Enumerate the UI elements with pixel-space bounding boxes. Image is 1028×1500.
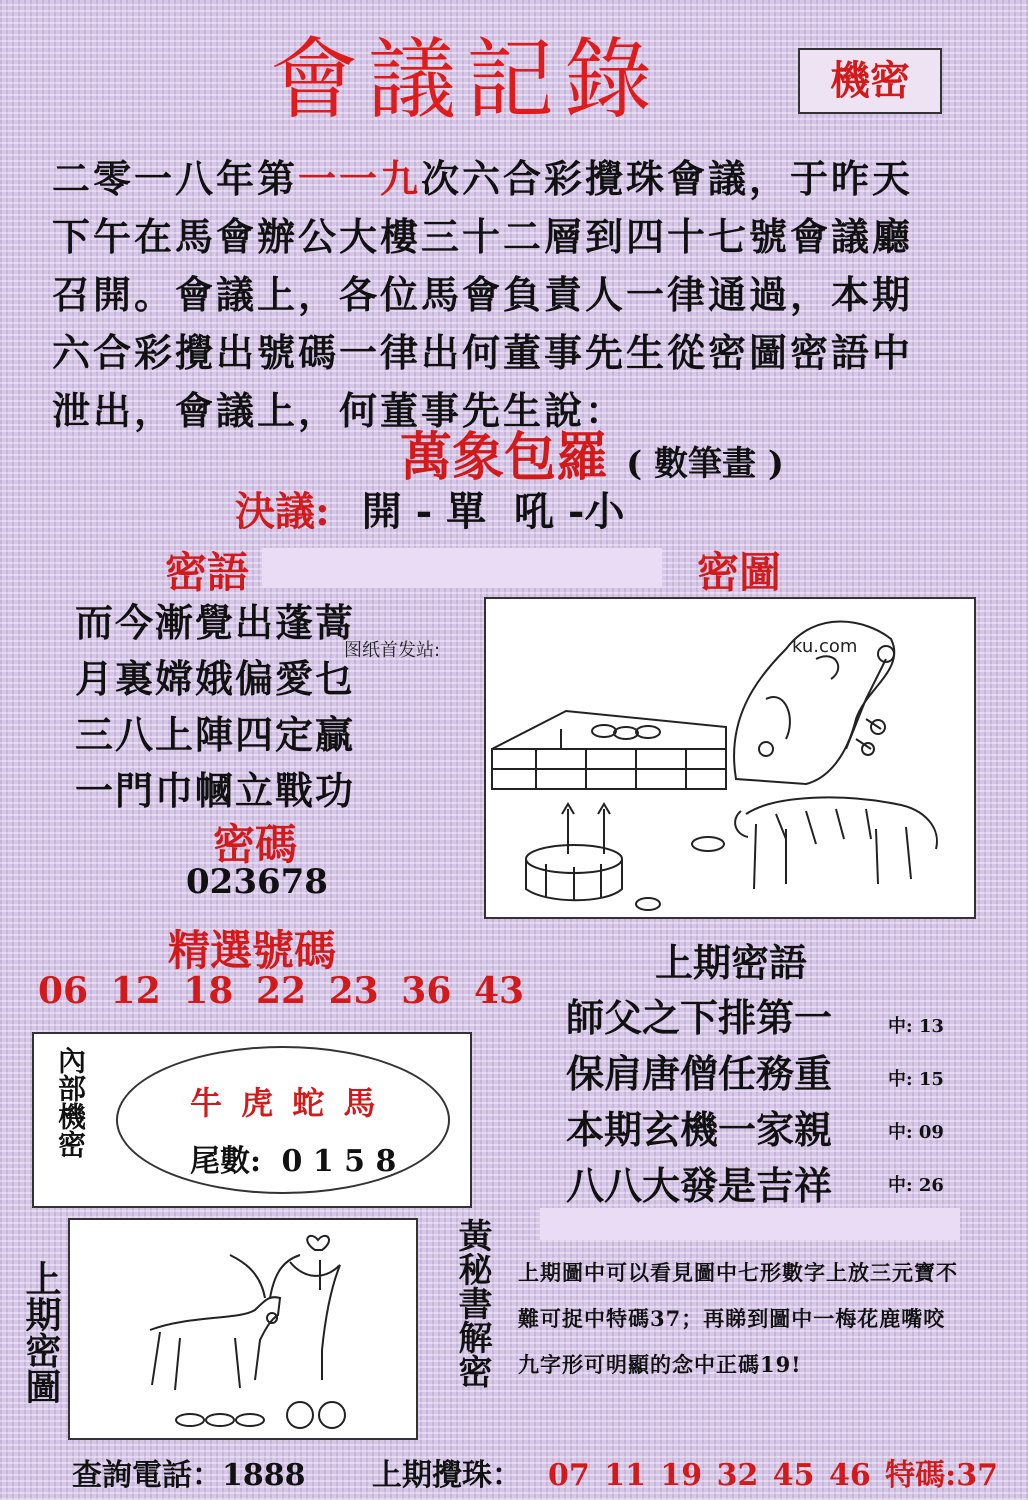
resolution-value: 開 - 單 吼 -小 xyxy=(361,488,625,535)
zodiac-picks: 牛 虎 蛇 馬 xyxy=(190,1084,380,1122)
tail-value: 0 1 5 8 xyxy=(281,1144,397,1179)
picks-list xyxy=(38,970,524,1012)
intro-line2: 下午在馬會辦公大樓三十二層到四十七號會議廳 xyxy=(52,214,914,259)
last-riddle-label: 上期密語 xyxy=(655,940,808,985)
hit-value: 中: 26 xyxy=(888,1175,944,1196)
tail-label: 尾數: xyxy=(190,1144,262,1179)
footer-phone xyxy=(72,1450,306,1494)
riddle-poem xyxy=(75,595,355,819)
resolution xyxy=(235,480,625,537)
secretary-text: 上期圖中可以看見圖中七形數字上放三元寶不難可捉中特碼37；再睇到圖中一梅花鹿嘴咬九字形可明顯的念中正碼19! xyxy=(518,1260,958,1377)
inside-oval xyxy=(116,1046,450,1194)
last-riddle-hits xyxy=(888,1000,944,1212)
intro-line1a: 二零一八年第 xyxy=(52,156,299,201)
pick-number: 22 xyxy=(255,970,307,1012)
page-title: 會議記錄 xyxy=(270,28,663,131)
intro-line3: 召開。會議上，各位馬會負責人一律通過，本期 xyxy=(52,272,914,317)
pick-number: 18 xyxy=(183,970,234,1012)
riddle-line: 三八上陣四定贏 xyxy=(75,712,356,757)
phone-label: 查詢電話： xyxy=(72,1458,222,1493)
hit-value: 中: 13 xyxy=(888,1016,944,1037)
inside-label: 內部機密 xyxy=(54,1046,87,1158)
hit-value: 中: 09 xyxy=(888,1122,944,1143)
intro-paragraph xyxy=(52,150,992,440)
pick-number: 12 xyxy=(110,970,161,1012)
last-riddle-poem xyxy=(566,990,832,1214)
intro-line1b: 次六合彩攪珠會議，于昨天 xyxy=(421,156,914,201)
last-draw-label: 上期攪珠： xyxy=(372,1458,522,1493)
secret-picture-drawing xyxy=(486,599,974,917)
secret-tag: 機密 xyxy=(798,48,942,114)
last-draw-numbers: 07 11 19 32 45 46 特碼:37 xyxy=(548,1458,998,1493)
watermark-suffix: ku.com xyxy=(792,636,858,657)
hit-value: 中: 15 xyxy=(888,1069,944,1090)
secret-picture xyxy=(484,597,976,919)
inside-panel xyxy=(32,1032,472,1208)
pick-number: 36 xyxy=(401,970,452,1012)
last-picture-drawing xyxy=(70,1220,416,1438)
blank-bar-2 xyxy=(540,1208,960,1240)
code-label: 密碼 xyxy=(213,820,298,869)
last-picture xyxy=(68,1218,418,1440)
tail-numbers xyxy=(190,1136,396,1180)
issue-number: 一一九 xyxy=(298,156,422,201)
picture-label: 密圖 xyxy=(697,548,782,597)
intro-line4: 六合彩攪出號碼一律出何董事先生從密圖密語中 xyxy=(52,330,914,375)
pick-number: 06 xyxy=(38,970,89,1012)
code-value: 023678 xyxy=(186,862,328,902)
pick-number: 23 xyxy=(328,970,379,1012)
last-riddle-line: 保肩唐僧任務重 xyxy=(566,1051,833,1096)
riddle-label: 密語 xyxy=(165,548,250,597)
last-riddle-line: 本期玄機一家親 xyxy=(566,1107,833,1152)
headline xyxy=(400,415,784,490)
last-riddle-line: 師父之下排第一 xyxy=(566,995,833,1040)
riddle-line: 月裏嫦娥偏愛乜 xyxy=(75,656,356,701)
headline-note: ( 數筆畫 ) xyxy=(626,444,784,484)
picks-label: 精選號碼 xyxy=(168,926,337,975)
intro-line5: 泄出，會議上，何董事先生說： xyxy=(52,388,627,433)
pick-number: 43 xyxy=(473,970,525,1012)
last-picture-label: 上期密圖 xyxy=(20,1260,62,1404)
headline-main: 萬象包羅 xyxy=(400,427,609,488)
secretary-label: 黃秘書解密 xyxy=(452,1218,492,1388)
watermark-prefix: 图纸首发站: xyxy=(344,640,441,661)
phone-number: 1888 xyxy=(222,1458,306,1493)
resolution-label: 決議: xyxy=(235,488,330,535)
riddle-line: 一門巾幗立戰功 xyxy=(75,768,356,813)
last-riddle-line: 八八大發是吉祥 xyxy=(566,1163,833,1208)
riddle-line: 而今漸覺出蓬蒿 xyxy=(75,600,356,645)
blank-bar xyxy=(262,548,662,588)
